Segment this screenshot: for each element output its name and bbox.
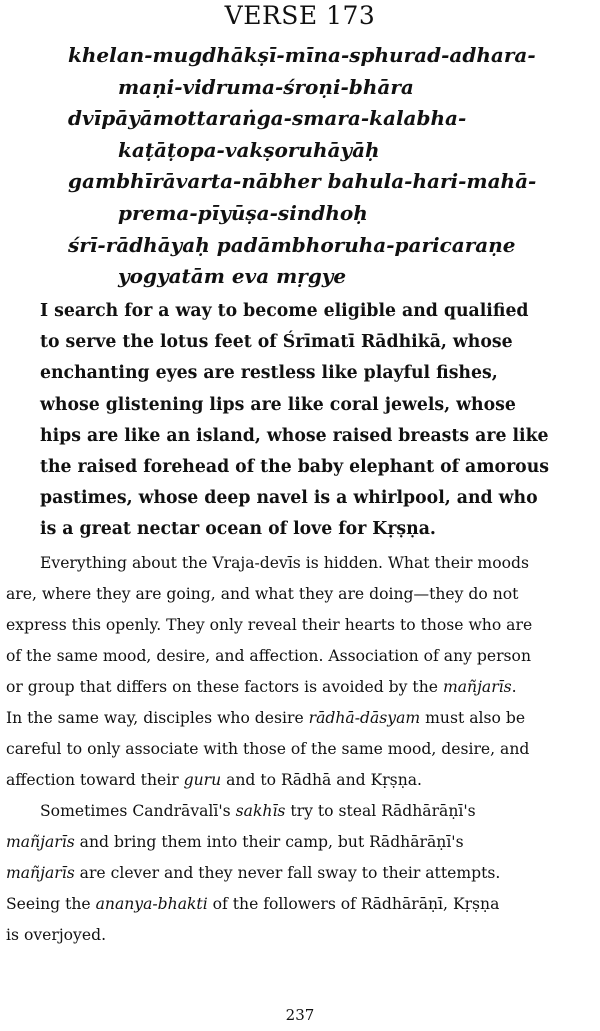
translation-line: the raised forehead of the baby elephant of amorous	[40, 457, 549, 478]
italic-term: mañjarīs	[442, 678, 512, 696]
italic-term: guru	[183, 771, 222, 789]
paragraph-line: careful to only associate with those of the same mood, desire, and	[6, 740, 530, 758]
paragraph-line	[6, 672, 594, 703]
translation-line: hips are like an island, whose raised breasts are like	[40, 425, 549, 446]
verse-line: prema-pīyūṣa-sindhoḥ	[118, 200, 368, 225]
translation-line: whose glistening lips are like coral jewels, whose	[40, 394, 516, 415]
page-number: 237	[285, 1006, 315, 1024]
paragraph-1	[6, 548, 594, 796]
text-run: are clever and they never fall sway to their attempts.	[74, 864, 501, 882]
paragraph-line: of the same mood, desire, and affection. Association of any person	[6, 647, 531, 665]
paragraph-2	[6, 796, 594, 951]
translation-line: enchanting eyes are restless like playful fishes,	[40, 363, 498, 384]
text-run: .	[511, 678, 517, 696]
italic-term: mañjarīs	[6, 833, 75, 851]
italic-term: ananya-bhakti	[95, 895, 208, 913]
verse-line: maṇi-vidruma-śroṇi-bhāra	[118, 74, 414, 99]
text-run: affection toward their	[6, 771, 184, 789]
italic-term: rādhā-dāsyam	[308, 709, 421, 727]
text-run: Sometimes Candrāvalī's	[40, 802, 236, 820]
translation-line: to serve the lotus feet of Śrīmatī Rādhikā, whose	[40, 332, 513, 353]
verse-translation	[40, 296, 562, 546]
text-run: and to Rādhā and Kṛṣṇa.	[221, 771, 422, 789]
translation-line: I search for a way to become eligible and qualified	[40, 301, 529, 321]
verse-line: yogyatām eva mṛgye	[118, 264, 347, 289]
text-run: and bring them into their camp, but Rādhārāṇī's	[74, 833, 464, 851]
text-run: must also be	[420, 709, 526, 727]
italic-term: sakhīs	[235, 802, 286, 820]
paragraph-line	[6, 889, 594, 920]
text-run: try to steal Rādhārāṇī's	[285, 802, 476, 820]
paragraph-line	[6, 827, 594, 858]
purport	[6, 548, 594, 951]
verse-heading: VERSE 173	[224, 1, 376, 30]
verse-line: dvīpāyāmottaraṅga-smara-kalabha-	[68, 106, 467, 131]
verse-line: gambhīrāvarta-nābher bahula-hari-mahā-	[68, 169, 537, 194]
text-run: In the same way, disciples who desire	[6, 709, 309, 727]
verse-line: khelan-mugdhākṣī-mīna-sphurad-adhara-	[68, 43, 536, 67]
paragraph-line: is overjoyed.	[6, 926, 107, 944]
paragraph-line: are, where they are going, and what they are doing—they do not	[6, 585, 519, 603]
translation-line: is a great nectar ocean of love for Kṛṣṇa.	[40, 519, 436, 540]
verse-line: kaṭāṭopa-vakṣoruhāyāḥ	[118, 137, 380, 162]
paragraph-line	[6, 796, 594, 827]
sanskrit-verse	[0, 40, 600, 293]
verse-line: śrī-rādhāyaḥ padāmbhoruha-paricaraṇe	[68, 232, 516, 257]
text-run: of the followers of Rādhārāṇī, Kṛṣṇa	[207, 895, 500, 913]
paragraph-line	[6, 703, 594, 734]
paragraph-line	[6, 858, 594, 889]
text-run: or group that differs on these factors is avoided by the	[6, 678, 443, 696]
paragraph-line: Everything about the Vraja-devīs is hidden. What their moods	[40, 554, 529, 572]
paragraph-line	[6, 765, 594, 796]
italic-term: mañjarīs	[6, 864, 75, 882]
text-run: Seeing the	[6, 895, 96, 913]
translation-line: pastimes, whose deep navel is a whirlpool, and who	[40, 488, 538, 509]
paragraph-line: express this openly. They only reveal their hearts to those who are	[6, 616, 533, 634]
